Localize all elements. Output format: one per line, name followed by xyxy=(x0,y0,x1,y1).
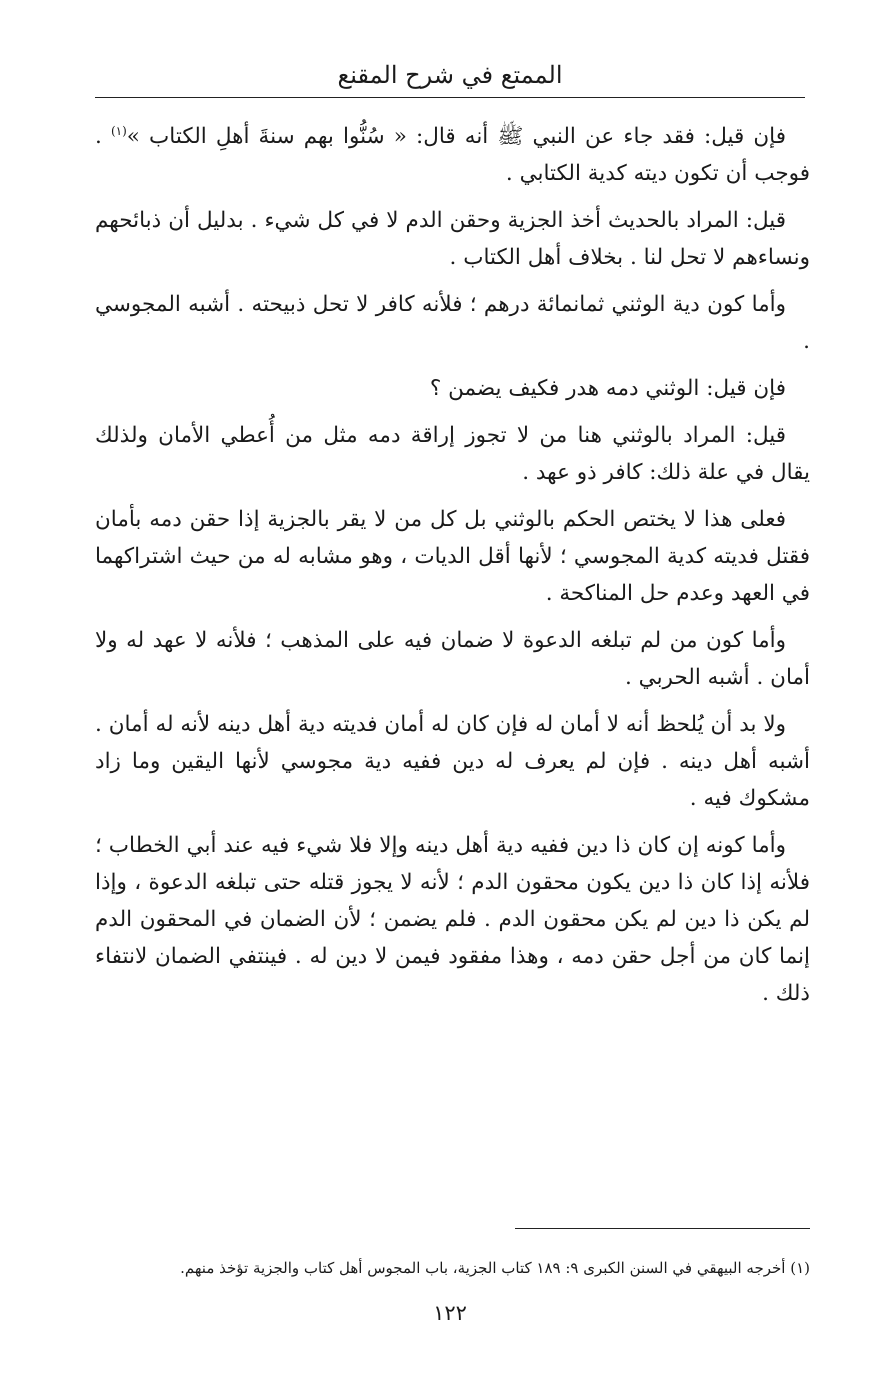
paragraph-8: ولا بد أن يُلحظ أنه لا أمان له فإن كان له أمان فديته دية أهل دينه لأنه له أمان . أشبه أهل دينه . فإن لم يعرف له دين ففيه دية مجوسي لأنها اليقين وما زاد مشكوك فيه . xyxy=(95,712,810,811)
paragraph-4: فإن قيل: الوثني دمه هدر فكيف يضمن ؟ xyxy=(429,376,786,401)
footnote-rule xyxy=(515,1228,810,1229)
paragraph-1-tail: . فوجب أن تكون ديته كدية الكتابي . xyxy=(95,124,810,186)
footnote-reference[interactable]: (١) xyxy=(110,123,127,138)
page-number: ١٢٢ xyxy=(433,1301,467,1325)
paragraph-9: وأما كونه إن كان ذا دين ففيه دية أهل دينه وإلا فلا شيء فيه عند أبي الخطاب ؛ فلأنه إذا كان ذا دين يكون محقون الدم ؛ لأنه لا يجوز قتله حتى تبلغه الدعوة ، وإذا لم يكن ذا دين لم يكن محقون الدم . فلم يضمن ؛ لأن الضمان في المحقون الدم إنما كان من أجل حقن دمه ، وهذا مفقود فيمن لا دين له . فينتفي الضمان لانتفاء ذلك . xyxy=(95,833,810,1006)
paragraph-1 xyxy=(95,118,810,192)
paragraph-3: وأما كون دية الوثني ثمانمائة درهم ؛ فلأنه كافر لا تحل ذبيحته . أشبه المجوسي . xyxy=(95,292,810,354)
header-rule xyxy=(95,97,805,98)
paragraph-6: فعلى هذا لا يختص الحكم بالوثني بل كل من لا يقر بالجزية إذا حقن دمه بأمان فقتل فديته كدية المجوسي ؛ لأنها أقل الديات ، وهو مشابه له من حيث اشتراكهما في العهد وعدم حل المناكحة . xyxy=(95,507,810,606)
paragraph-2: قيل: المراد بالحديث أخذ الجزية وحقن الدم لا في كل شيء . بدليل أن ذبائحهم ونساءهم لا تحل لنا . بخلاف أهل الكتاب . xyxy=(95,208,810,270)
main-text xyxy=(95,118,810,1022)
running-header-title: الممتع في شرح المقنع xyxy=(337,61,563,89)
footnote-1: (١) أخرجه البيهقي في السنن الكبرى ٩: ١٨٩ كتاب الجزية، باب المجوس أهل كتاب والجزية تؤخذ منهم. xyxy=(180,1259,810,1277)
paragraph-7: وأما كون من لم تبلغه الدعوة لا ضمان فيه على المذهب ؛ فلأنه لا عهد له ولا أمان . أشبه الحربي . xyxy=(95,628,810,690)
paragraph-1-text: فإن قيل: فقد جاء عن النبي ﷺ أنه قال: « سُنُّوا بهم سنةَ أهلِ الكتاب » xyxy=(126,124,786,149)
paragraph-5: قيل: المراد بالوثني هنا من لا تجوز إراقة دمه مثل من أُعطي الأمان ولذلك يقال في علة ذلك: كافر ذو عهد . xyxy=(95,423,810,485)
